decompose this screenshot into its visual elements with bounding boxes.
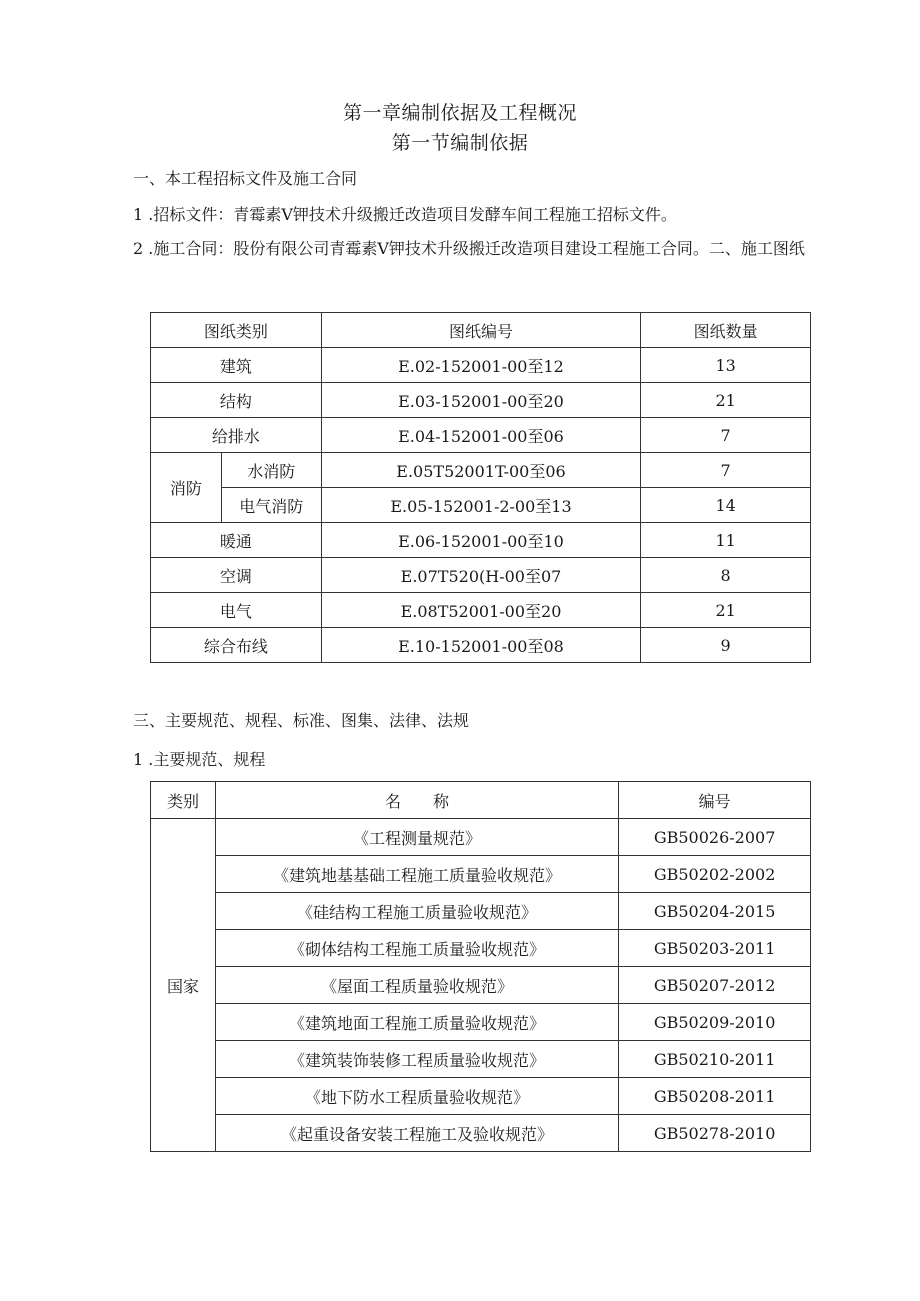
table-row xyxy=(151,383,811,418)
drawing-number: E.04-152001-00至06 xyxy=(321,418,641,453)
drawing-category: 电气 xyxy=(151,593,322,628)
table-row xyxy=(151,819,811,856)
header-drawing-number: 图纸编号 xyxy=(321,313,641,348)
standard-code: GB50026-2007 xyxy=(619,819,811,856)
standard-name: 《起重设备安装工程施工及验收规范》 xyxy=(215,1115,618,1152)
table-row xyxy=(151,967,811,1004)
drawing-count: 8 xyxy=(641,558,811,593)
table-row xyxy=(151,418,811,453)
table-row xyxy=(151,488,811,523)
drawing-count: 7 xyxy=(641,418,811,453)
contract-item: 2 .施工合同：股份有限公司青霉素Ⅴ钾技术升级搬迁改造项目建设工程施工合同。二、施工图纸 xyxy=(133,239,805,258)
standard-code: GB50207-2012 xyxy=(619,967,811,1004)
table-header-row xyxy=(151,782,811,819)
drawing-number: E.02-152001-00至12 xyxy=(321,348,641,383)
standard-name: 《建筑地面工程施工质量验收规范》 xyxy=(215,1004,618,1041)
table-row xyxy=(151,1078,811,1115)
standard-name: 《屋面工程质量验收规范》 xyxy=(215,967,618,1004)
standard-code: GB50203-2011 xyxy=(619,930,811,967)
table-row xyxy=(151,1041,811,1078)
drawing-category: 水消防 xyxy=(221,453,321,488)
drawing-count: 7 xyxy=(641,453,811,488)
standard-code: GB50278-2010 xyxy=(619,1115,811,1152)
standard-code: GB50210-2011 xyxy=(619,1041,811,1078)
header-category: 类别 xyxy=(151,782,216,819)
fire-protection-group: 消防 xyxy=(151,453,222,523)
drawing-category: 结构 xyxy=(151,383,322,418)
standard-code: GB50204-2015 xyxy=(619,893,811,930)
drawing-category: 暖通 xyxy=(151,523,322,558)
section-title: 第一节编制依据 xyxy=(391,132,529,154)
standard-code: GB50208-2011 xyxy=(619,1078,811,1115)
table-row xyxy=(151,453,811,488)
drawing-count: 21 xyxy=(641,383,811,418)
section-heading-standards: 三、主要规范、规程、标准、图集、法律、法规 xyxy=(133,711,470,730)
chapter-title: 第一章编制依据及工程概况 xyxy=(342,102,577,124)
drawing-count: 13 xyxy=(641,348,811,383)
drawing-count: 21 xyxy=(641,593,811,628)
section-heading-tender: 一、本工程招标文件及施工合同 xyxy=(133,169,358,188)
table-row xyxy=(151,628,811,663)
standard-name: 《建筑地基基础工程施工质量验收规范》 xyxy=(215,856,618,893)
drawing-count: 9 xyxy=(641,628,811,663)
drawing-number: E.10-152001-00至08 xyxy=(321,628,641,663)
header-category: 图纸类别 xyxy=(151,313,322,348)
table-row xyxy=(151,558,811,593)
drawing-number: E.07T520(H-00至07 xyxy=(321,558,641,593)
standards-table xyxy=(150,781,811,1152)
drawing-category: 综合布线 xyxy=(151,628,322,663)
table-header-row xyxy=(151,313,811,348)
standard-category: 国家 xyxy=(151,819,216,1152)
header-name: 名 称 xyxy=(215,782,618,819)
standard-code: GB50209-2010 xyxy=(619,1004,811,1041)
standard-name: 《工程测量规范》 xyxy=(215,819,618,856)
table-row xyxy=(151,348,811,383)
drawing-category: 建筑 xyxy=(151,348,322,383)
standard-name: 《砌体结构工程施工质量验收规范》 xyxy=(215,930,618,967)
drawing-number: E.05T52001T-00至06 xyxy=(321,453,641,488)
drawing-number: E.05-152001-2-00至13 xyxy=(321,488,641,523)
table-row xyxy=(151,1004,811,1041)
drawings-table xyxy=(150,312,811,663)
drawing-count: 14 xyxy=(641,488,811,523)
table-row xyxy=(151,856,811,893)
table-row xyxy=(151,1115,811,1152)
standard-name: 《建筑装饰装修工程质量验收规范》 xyxy=(215,1041,618,1078)
table-row xyxy=(151,593,811,628)
drawing-count: 11 xyxy=(641,523,811,558)
drawing-number: E.06-152001-00至10 xyxy=(321,523,641,558)
standard-name: 《地下防水工程质量验收规范》 xyxy=(215,1078,618,1115)
standards-subheading: 1 .主要规范、规程 xyxy=(133,750,266,769)
drawing-number: E.03-152001-00至20 xyxy=(321,383,641,418)
drawing-category: 电气消防 xyxy=(221,488,321,523)
drawing-number: E.08T52001-00至20 xyxy=(321,593,641,628)
drawing-category: 给排水 xyxy=(151,418,322,453)
table-row xyxy=(151,893,811,930)
header-code: 编号 xyxy=(619,782,811,819)
standard-code: GB50202-2002 xyxy=(619,856,811,893)
table-row xyxy=(151,930,811,967)
drawing-category: 空调 xyxy=(151,558,322,593)
header-drawing-count: 图纸数量 xyxy=(641,313,811,348)
standard-name: 《硅结构工程施工质量验收规范》 xyxy=(215,893,618,930)
table-row xyxy=(151,523,811,558)
tender-document-item: 1 .招标文件：青霉素Ⅴ钾技术升级搬迁改造项目发酵车间工程施工招标文件。 xyxy=(133,205,677,224)
